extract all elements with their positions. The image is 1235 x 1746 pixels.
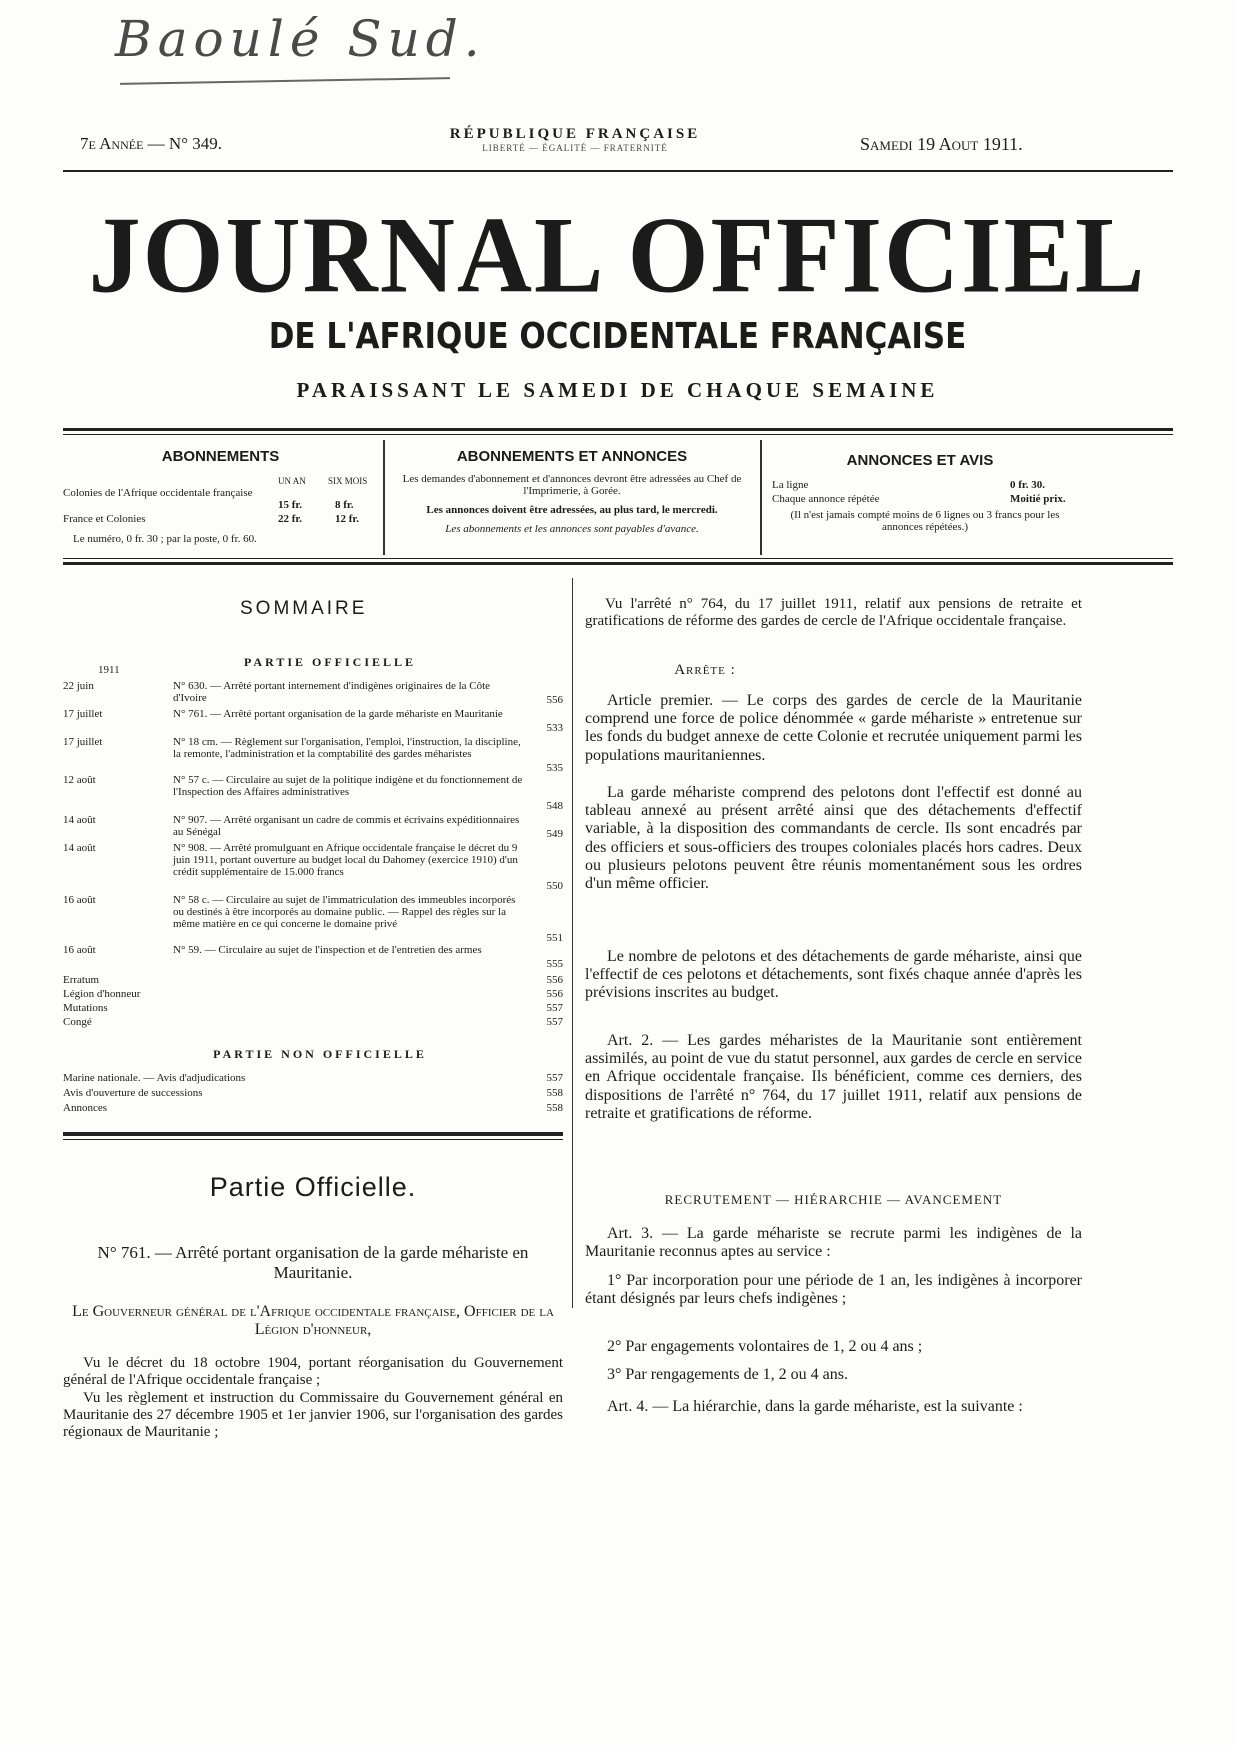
boxes-bottom-rule-thin xyxy=(63,558,1173,559)
vu-arrete-764: Vu l'arrêté n° 764, du 17 juillet 1911, relatif aux pensions de retraite et gratifications de réforme des gardes de cercle de l'Afrique occidentale française. xyxy=(585,596,1082,629)
col-six-mois: SIX MOIS xyxy=(328,476,368,486)
article-3-item-1: 1° Par incorporation pour une période de 1 an, les indigènes à incorporer étant désignés par leurs chefs indigènes ; xyxy=(585,1272,1082,1308)
republic-header xyxy=(410,126,740,153)
partie-officielle-title: Partie Officielle. xyxy=(209,1172,417,1202)
column-divider xyxy=(572,578,573,1308)
handwritten-underline xyxy=(120,77,450,85)
row2-label: France et Colonies xyxy=(63,513,146,525)
subs-line-3: Les abonnements et les annonces sont payables d'avance. xyxy=(445,523,699,535)
row1-six-mois: 8 fr. xyxy=(335,499,354,511)
repeat-price: Moitié prix. xyxy=(1010,493,1066,505)
issue-date: Samedi 19 Aout 1911. xyxy=(860,134,1023,154)
repeat-label: Chaque annonce répétée xyxy=(772,493,880,505)
ligne-price: 0 fr. 30. xyxy=(1010,479,1046,491)
boxes-divider-2 xyxy=(760,440,762,555)
toc-partie-non-officielle: PARTIE NON OFFICIELLE xyxy=(213,1047,427,1061)
article-3: Art. 3. — La garde méhariste se recrute parmi les indigènes de la Mauritanie reconnus aptes au service : xyxy=(585,1225,1082,1261)
journal-subtitle: DE L'AFRIQUE OCCIDENTALE FRANÇAISE xyxy=(268,316,967,357)
journal-tagline: PARAISSANT LE SAMEDI DE CHAQUE SEMAINE xyxy=(296,378,939,402)
issue-number: 7e Année — N° 349. xyxy=(80,134,222,153)
arrete-heading: N° 761. — Arrêté portant organisation de la garde méhariste en Mauritanie. xyxy=(97,1243,529,1282)
row2-un-an: 22 fr. xyxy=(278,513,303,525)
republic-name: RÉPUBLIQUE FRANÇAISE xyxy=(449,126,701,142)
article-1-paragraph-2: La garde méhariste comprend des pelotons dont l'effectif est donné au tableau annexé au présent arrêté ainsi que des détachements d'effectif variable, à la disposition des commandants de cercle. Ils sont encadrés par des officiers et sous-officiers des troupes coloniales placés hors cadres. Deux ou plusieurs pelotons peuvent être réunis momentanément sous les ordres d'un même officier. xyxy=(585,784,1082,893)
announcements-box xyxy=(770,452,1070,539)
boxes-bottom-rule xyxy=(63,562,1173,565)
article-2: Art. 2. — Les gardes méharistes de la Mauritanie sont entièrement assimilés, au point de vue du statut personnel, aux gardes de cercle en service en Afrique occidentale française. Ils bénéficient, comme ces derniers, des dispositions de l'arrêté n° 764, du 17 juillet 1911, relatif aux pensions de retraite et gratifications de réforme. xyxy=(585,1032,1082,1122)
boxes-top-rule xyxy=(63,428,1173,431)
boxes-divider-1 xyxy=(383,440,385,555)
boxes-top-rule-thin xyxy=(63,434,1173,435)
subscriptions-box xyxy=(63,448,378,551)
row1-label: Colonies de l'Afrique occidentale française xyxy=(63,487,253,499)
subs-line-2: Les annonces doivent être adressées, au plus tard, le mercredi. xyxy=(426,504,718,516)
article-1-paragraph-3: Le nombre de pelotons et des détachements de garde méhariste, ainsi que l'effectif de ces pelotons et détachements, sont fixés chaque année d'après les prévisions inscrites au budget. xyxy=(585,948,1082,1002)
section-recrutement: RECRUTEMENT — HIÉRARCHIE — AVANCEMENT xyxy=(664,1192,1003,1207)
masthead-rule xyxy=(63,170,1173,172)
republic-motto: LIBERTÉ — ÉGALITÉ — FRATERNITÉ xyxy=(482,143,668,153)
vu-decret: Vu le décret du 18 octobre 1904, portant réorganisation du Gouvernement général de l'Afrique occidentale française ; xyxy=(63,1355,563,1388)
announcements-heading: ANNONCES ET AVIS xyxy=(846,452,994,469)
handwritten-annotation: Baoulé Sud. xyxy=(115,10,486,68)
subscriptions-heading: ABONNEMENTS xyxy=(161,448,280,465)
toc-partie-officielle: PARTIE OFFICIELLE xyxy=(243,655,417,669)
col-un-an: UN AN xyxy=(278,476,306,486)
article-3-item-2: 2° Par engagements volontaires de 1, 2 ou 4 ans ; xyxy=(607,1338,923,1355)
sommaire-heading: SOMMAIRE xyxy=(240,598,368,619)
subs-line-1: Les demandes d'abonnement et d'annonces devront être adressées au Chef de l'Imprimerie, à Gorée. xyxy=(402,473,742,497)
article-3-item-3: 3° Par rengagements de 1, 2 ou 4 ans. xyxy=(607,1366,849,1383)
announcements-note: (Il n'est jamais compté moins de 6 lignes ou 3 francs pour les annonces répétées.) xyxy=(790,509,1060,533)
arrete-label: Arrête : xyxy=(674,662,736,678)
sommaire-end-rule-thin xyxy=(63,1139,563,1140)
single-issue-price: Le numéro, 0 fr. 30 ; par la poste, 0 fr. 60. xyxy=(73,533,257,545)
article-4: Art. 4. — La hiérarchie, dans la garde méhariste, est la suivante : xyxy=(607,1398,1023,1415)
row2-six-mois: 12 fr. xyxy=(335,513,360,525)
vu-reglement: Vu les règlement et instruction du Commissaire du Gouvernement général en Mauritanie des 27 décembre 1905 et 1er janvier 1906, sur l'organisation des gardes régionaux de Mauritanie ; xyxy=(63,1390,563,1440)
subs-announcements-heading: ABONNEMENTS ET ANNONCES xyxy=(456,448,688,465)
ligne-label: La ligne xyxy=(772,479,809,491)
governor-title: Le Gouverneur général de l'Afrique occidentale française, Officier de la Légion d'honneur, xyxy=(72,1303,554,1338)
toc-year: 1911 xyxy=(98,664,120,676)
row1-un-an: 15 fr. xyxy=(278,499,303,511)
sommaire-end-rule xyxy=(63,1132,563,1136)
journal-title: JOURNAL OFFICIEL xyxy=(88,195,1147,316)
subs-announcements-box xyxy=(392,448,752,535)
article-1: Article premier. — Le corps des gardes de cercle de la Mauritanie comprend une force de police dénommée « garde méhariste » entretenue sur les fonds du budget annexe de cette Colonie et recrutée uniquement parmi les populations mauritaniennes. xyxy=(585,692,1082,764)
